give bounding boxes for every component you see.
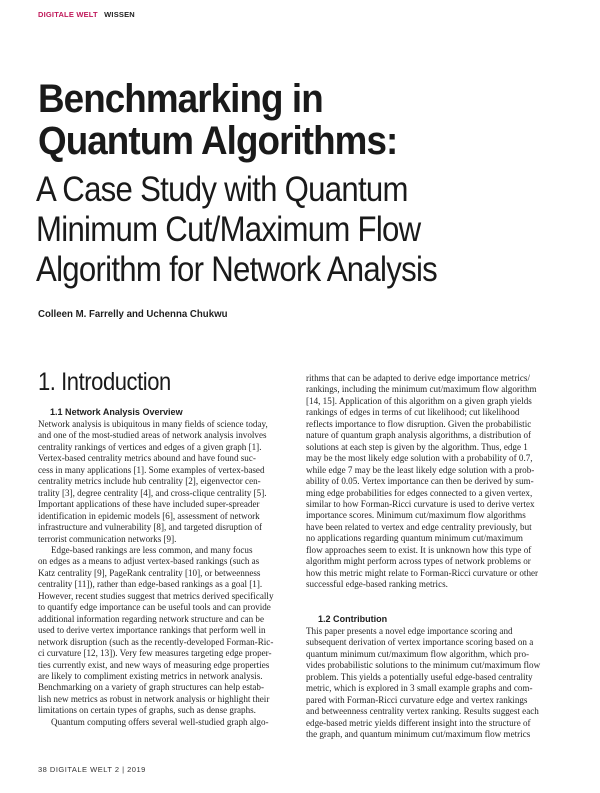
text-line: on edges as a means to adjust vertex-based rankings (such as [38,556,260,567]
page-footer: 38 DIGITALE WELT 2 | 2019 [38,765,146,774]
text-line: are likely to compliment existing metrics in network analysis. [38,670,263,681]
right-column-text-bottom [306,626,540,741]
text-line: reflects importance to flow disruption. Given the probabilistic [306,418,532,429]
text-line: Important applications of these have included super-spreader [38,499,260,510]
text-line: solutions at each step is given by the algorithm. Thus, edge 1 [306,441,528,452]
text-line: may be the most likely edge solution with a probability of 0.7, [306,453,533,464]
text-line: used to derive vertex importance rankings that perform well in [38,625,266,636]
text-line: edge-based metric yields different insight into the structure of [306,717,531,728]
text-line: no applications regarding quantum minimum cut/maximum [306,533,523,544]
text-line: centrality metrics include hub centrality [2], eigenvector cen- [38,476,261,487]
text-line: Quantum computing offers several well-studied graph algo- [51,716,269,727]
text-line: network disruption (such as the recently-developed Forman-Ric- [38,636,274,647]
text-line: to quantify edge importance can be useful tools and can provide [38,602,271,613]
text-line: successful edge-based ranking metrics. [306,579,448,590]
text-line: Benchmarking on a variety of graph structures can help estab- [38,682,264,693]
text-line: identification in epidemic models [6], assessment of network [38,510,260,521]
text-line: and one of the most-studied areas of network analysis involves [38,430,267,441]
text-line: However, recent studies suggest that metrics derived specifically [38,590,274,601]
text-line: rankings of edges in terms of cut likelihood; cut likelihood [306,407,520,418]
text-line: Katz centrality [9], PageRank centrality [10], or betweenness [38,567,261,578]
text-line: have been related to vertex and edge centrality previously, but [306,521,532,532]
text-line: flow approaches seem to exist. It is unknown how this type of [306,544,532,555]
text-line: terrorist communication networks [9]. [38,533,177,544]
text-line: the graph, and quantum minimum cut/maximum flow metrics [306,729,531,740]
article-title-light [36,170,570,290]
title-line: A Case Study with Quantum [36,170,408,209]
text-line: ties currently exist, and new ways of measuring edge properties [38,659,270,670]
text-line: This paper presents a novel edge importance scoring and [306,626,513,636]
text-line: similar to how Forman-Ricci curvature is used to derive vertex [306,498,535,509]
text-line: and betweenness centrality vertex ranking. Results suggest each [306,706,539,717]
author-line: Colleen M. Farrelly and Uchenna Chukwu [38,308,228,320]
text-line: Network analysis is ubiquitous in many fields of science today, [38,419,268,429]
text-line: [14, 15]. Application of this algorithm on a given graph yields [306,395,532,406]
title-line: Algorithm for Network Analysis [36,250,438,289]
text-line: subsequent derivation of vertex importance scoring based on a [306,637,534,648]
subsection-heading-contribution: 1.2 Contribution [318,614,388,625]
text-line: additional information regarding network structure and can be [38,613,265,624]
text-line: problem. This yields a potentially useful edge-based centrality [306,671,533,682]
text-line: trality [3], degree centrality [4], and cross-clique centrality [5]. [38,487,267,498]
text-line: vides probabilistic solutions to the minimum cut/maximum flow [306,660,541,671]
text-line: rithms that can be adapted to derive edge importance metrics/ [306,373,530,383]
text-line: ming edge probabilities for edges connected to a given vertex, [306,487,533,498]
text-line: nature of quantum graph analysis algorithms, a distribution of [306,430,532,441]
text-line: infrastructure and vulnerability [8], and targeted disruption of [38,522,263,533]
title-line: Quantum Algorithms: [38,119,398,163]
text-line: centrality rankings of vertices and edges of a given graph [1]. [38,441,262,452]
text-line: pared with Forman-Ricci curvature edge and vertex rankings [306,694,528,705]
left-column-text [38,419,274,728]
text-line: while edge 7 may be the least likely edge solution with a prob- [306,464,535,475]
title-line: Benchmarking in [38,77,323,121]
text-line: how this metric might relate to Forman-Ricci curvature or other [306,567,539,578]
text-line: ci curvature [12, 13]). Very few measures targeting edge proper- [38,648,272,659]
text-line: rankings, including the minimum cut/maximum flow algorithm [306,384,537,395]
page-header [38,10,135,19]
text-line: metric, which is explored in 3 small example graphs and com- [306,683,533,694]
title-line: Minimum Cut/Maximum Flow [36,210,421,249]
section-heading-introduction: 1. Introduction [38,368,171,396]
magazine-brand: DIGITALE WELT [38,10,98,19]
right-column-text-top [306,373,538,591]
text-line: algorithm might perform across types of network problems or [306,556,531,567]
subsection-heading-network-analysis: 1.1 Network Analysis Overview [50,407,183,418]
text-line: ability of 0.05. Vertex importance can then be derived by sum- [306,476,534,487]
text-line: limitations on certain types of graphs, such as dense graphs. [38,705,256,716]
text-line: Edge-based rankings are less common, and many focus [51,544,253,555]
text-line: cess in many applications [1]. Some examples of vertex-based [38,464,265,475]
text-line: quantum minimum cut/maximum flow algorithm, which pro- [306,648,530,659]
text-line: centrality [11]), rather than edge-based rankings as a goal [1]. [38,579,263,590]
text-line: importance scores. Minimum cut/maximum flow algorithms [306,510,526,521]
section-label: WISSEN [104,10,135,19]
article-title-bold [38,78,535,162]
text-line: lish new metrics as robust in network analysis or highlight their [38,693,270,704]
text-line: Vertex-based centrality metrics abound and have found suc- [38,453,256,464]
